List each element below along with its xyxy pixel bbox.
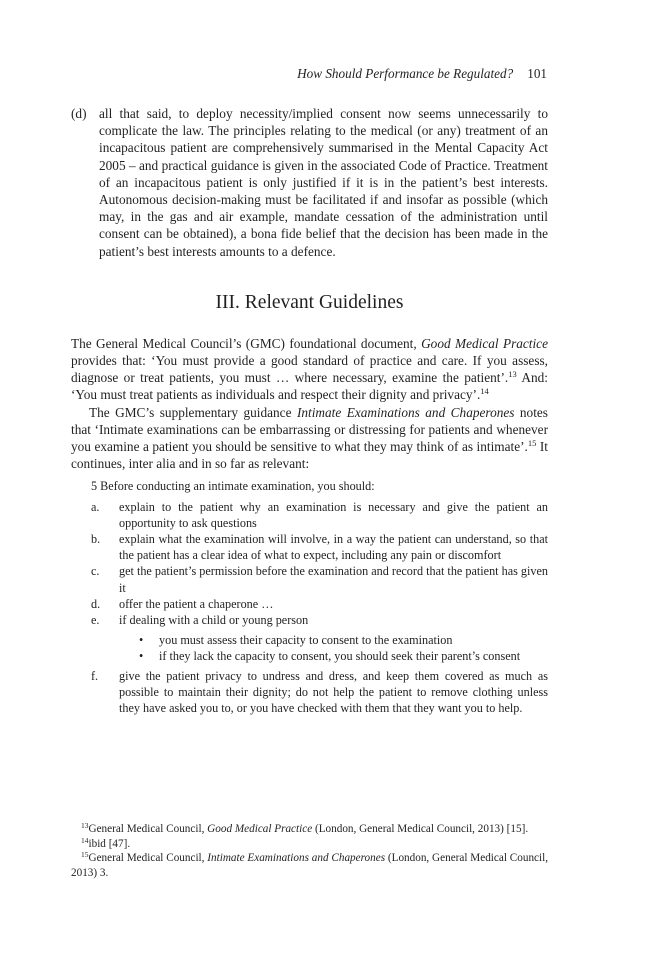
bullet-text: you must assess their capacity to consent to the examination [159,633,453,648]
quote-item-text: explain to the patient why an examination is necessary and give the patient an opportunity to ask questions [119,499,548,530]
footnote-text: General Medical Council, [88,823,208,835]
footnote-15 [71,851,548,880]
para-text: The General Medical Council’s (GMC) foundational document, [71,335,422,351]
para-text: It continues, inter alia and in so far as relevant: [71,439,548,472]
quote-item-label: d. [91,596,101,611]
doc-title-italic: Intimate Examinations and Chaperones [296,404,515,420]
quote-item-label: c. [91,564,100,579]
footnote-number: 13 [81,821,89,830]
block-quote [91,478,548,716]
footnote-ref: 14 [480,386,489,397]
quote-item-label: b. [91,532,101,547]
footnote-number: 14 [81,835,89,845]
footnote-13 [71,822,548,837]
bullet-icon: • [139,649,144,664]
main-text [71,105,548,716]
footnote-title-italic: Intimate Examinations and Chaperones [207,852,386,865]
quote-item [91,499,548,531]
footnote-ref: 13 [508,369,517,380]
para-text: notes that ‘Intimate examinations can be embarrassing or distressing for patients and whenever you examine a patient you should be sensitive to what they may think of as intimate’. [71,404,548,455]
bullet-text: if they lack the capacity to consent, you should seek their parent’s consent [159,649,521,664]
footnote-ref: 15 [527,438,537,449]
quote-item [91,596,548,612]
quote-item [91,612,548,628]
quote-item-text: offer the patient a chaperone … [119,596,274,611]
quote-intro: 5 Before conducting an intimate examination, you should: [91,479,375,494]
footnote-text: General Medical Council, [88,852,208,865]
para-text: And: ‘You must treat patients as individuals and respect their dignity and privacy’. [71,370,548,403]
quote-item [91,563,548,595]
paragraph-good-medical-practice [71,335,548,404]
running-head [297,66,547,82]
bullet-icon: • [139,633,144,648]
footnote-text: ibid [47]. [88,837,131,850]
footnote-title-italic: Good Medical Practice [207,823,313,835]
list-item-d [71,105,548,260]
quote-item-label: a. [91,499,100,514]
quote-item-label: f. [91,668,99,683]
quote-item [91,531,548,563]
footnote-number: 15 [81,850,89,860]
footnote-text: (London, General Medical Council, 2013) [15]. [312,823,529,835]
bullet-item [139,648,548,664]
quote-item-text: explain what the examination will involve, in a way the patient can understand, so that the patient has a clear idea of what to expect, including any pain or discomfort [119,532,548,563]
quote-item [91,668,548,717]
para-text: provides that: ‘You must provide a good standard of practice and care. If you assess, diagnose or treat patients, you must … where necessary, examine the patient’. [71,353,548,386]
section-heading: III. Relevant Guidelines [215,291,404,313]
quote-item-label: e. [91,613,100,628]
paragraph-intimate-examinations [71,404,548,473]
doc-title-italic: Good Medical Practice [421,335,548,351]
para-text: The GMC’s supplementary guidance [89,404,297,420]
bullet-item [139,632,548,648]
bullet-list [139,632,548,664]
list-item-label: (d) [71,106,87,121]
list-item-text: all that said, to deploy necessity/implied consent now seems unnecessarily to complicate the law. The principles relating to the medical (or any) treatment of an incapacitous patient are comprehensively summarised in the Mental Capacity Act 2005 – and practical guidance is given in the associated Code of Practice. Treatment of an incapacitous patient is only justified if it is in the patient’s best interests. Autonomous decision-making must be facilitated if and insofar as possible (which may, in the gas and air example, mandate cessation of the administration until consent can be obtained), a bona fide belief that the decision has been made in the patient’s best interests amounts to a defence. [99,106,548,259]
footnote-14 [71,837,548,852]
footnote-text: (London, General Medical Council, 2013) 3. [71,852,549,879]
footnotes [71,822,548,880]
page-number: 101 [527,66,547,81]
quote-item-text: get the patient’s permission before the examination and record that the patient has given it [119,564,548,595]
quote-item-text: give the patient privacy to undress and dress, and keep them covered as much as possible to maintain their dignity; do not help the patient to remove clothing unless they have asked you to, or you have checked with them that they want you to help. [119,668,548,716]
quote-item-text: if dealing with a child or young person [119,613,309,628]
running-head-title: How Should Performance be Regulated? [297,66,514,81]
